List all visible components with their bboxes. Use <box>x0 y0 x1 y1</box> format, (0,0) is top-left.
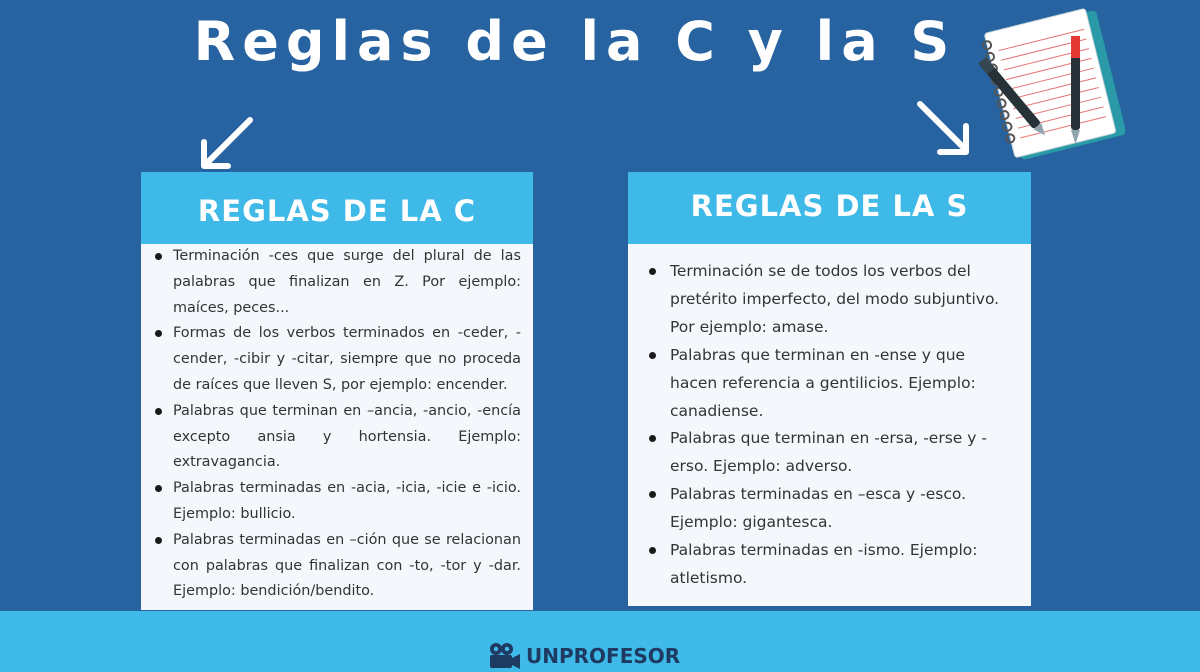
list-item: Palabras que terminan en -ersa, -erse y -erso. Ejemplo: adverso. <box>670 425 1013 481</box>
list-item: Terminación se de todos los verbos del pretérito imperfecto, del modo subjuntivo. Por ejemplo: amase. <box>670 258 1013 342</box>
list-item: Palabras terminadas en -acia, -icia, -icie e -icio. Ejemplo: bullicio. <box>173 476 521 528</box>
rules-s-list <box>628 244 1031 593</box>
rules-s-heading: REGLAS DE LA S <box>628 172 1031 244</box>
brand-name: UNPROFESOR <box>526 644 681 668</box>
arrow-down-left-icon <box>192 112 258 178</box>
list-item: Palabras terminadas en –ción que se relacionan con palabras que finalizan con -to, -tor y -dar. Ejemplo: bendición/bendito. <box>173 528 521 605</box>
list-item: Palabras terminadas en -ismo. Ejemplo: atletismo. <box>670 537 1013 593</box>
rules-c-card <box>141 172 533 610</box>
arrow-down-right-icon <box>912 96 978 162</box>
rules-s-card <box>628 172 1031 606</box>
page-title: Reglas de la C y la S <box>193 10 957 73</box>
list-item: Palabras terminadas en –esca y -esco. Ejemplo: gigantesca. <box>670 481 1013 537</box>
rules-c-list <box>141 244 533 605</box>
notebook-pens-icon <box>975 8 1125 164</box>
list-item: Palabras que terminan en -ense y que hacen referencia a gentilicios. Ejemplo: canadiense. <box>670 342 1013 426</box>
list-item: Palabras que terminan en –ancia, -ancio, -encía excepto ansia y hortensia. Ejemplo: extravagancia. <box>173 399 521 476</box>
list-item: Formas de los verbos terminados en -ceder, -cender, -cibir y -citar, siempre que no proceda de raíces que lleven S, por ejemplo: encender. <box>173 321 521 398</box>
list-item: Terminación -ces que surge del plural de las palabras que finalizan en Z. Por ejemplo: maíces, peces... <box>173 244 521 321</box>
footer-bar <box>0 611 1200 672</box>
brand-logo[interactable] <box>488 641 680 671</box>
rules-c-heading: REGLAS DE LA C <box>141 172 533 244</box>
film-camera-icon <box>488 642 522 670</box>
